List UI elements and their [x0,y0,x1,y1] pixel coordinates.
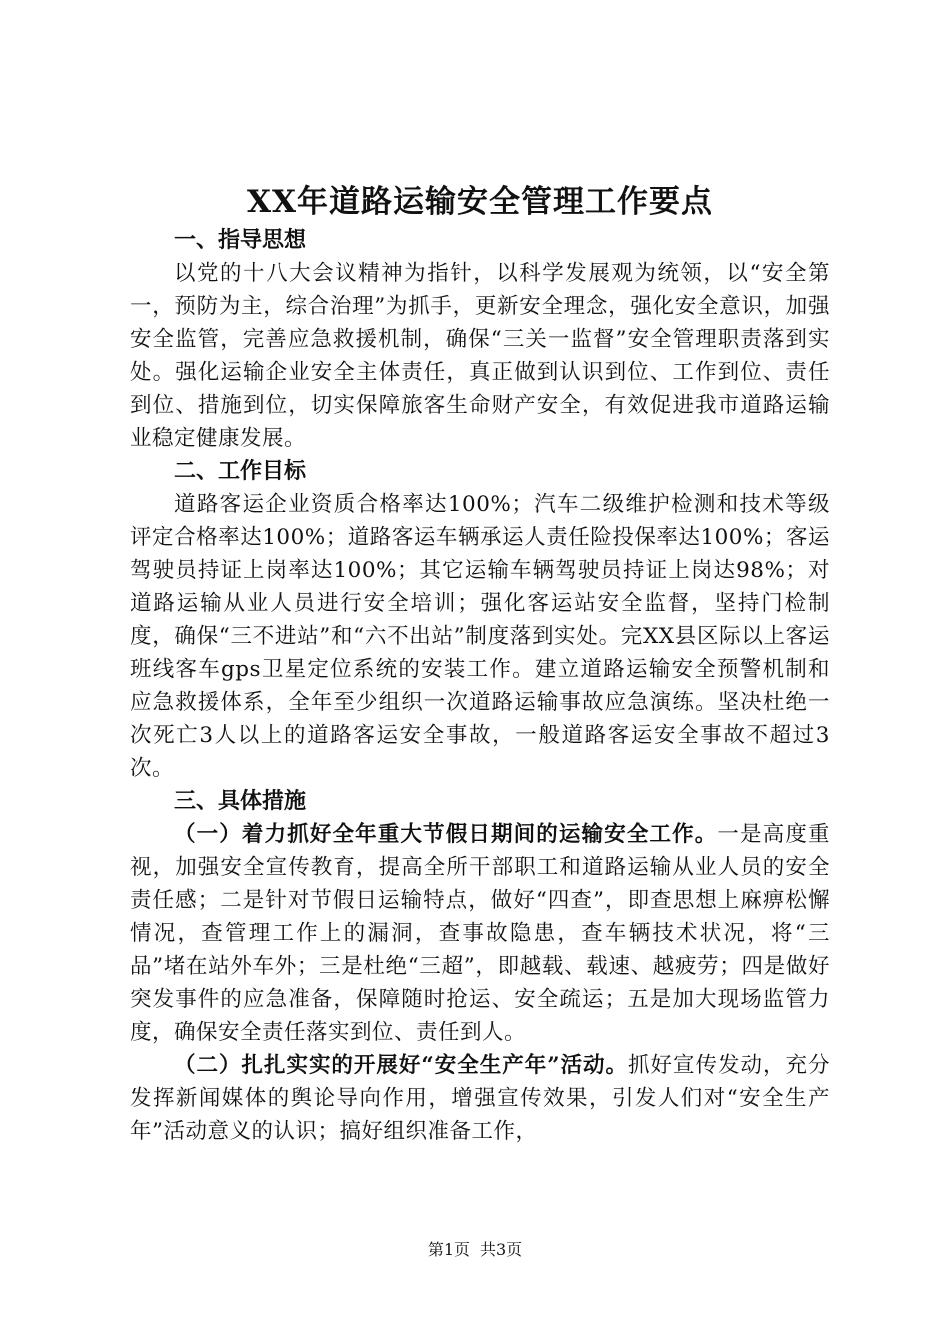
section-heading-specific-measures: 三、具体措施 [174,788,307,814]
measure-item-2 [130,1049,830,1148]
section-heading-work-goals: 二、工作目标 [174,458,307,484]
measure-item-1 [130,818,830,1049]
page-footer [0,1240,950,1260]
document-page [130,180,830,1148]
measure-item-2-heading: （二）扎扎实实的开展好“安全生产年”活动。 [174,1053,629,1078]
page-number-current: 第1页 [427,1240,470,1259]
page-number-total: 共3页 [480,1240,523,1259]
measure-item-2-body: 抓好宣传发动，充分发挥新闻媒体的舆论导向作用，增强宣传效果，引发人们对“安全生产年”活动意义的认识；搞好组织准备工作， [130,1053,830,1144]
measure-item-1-body: 一是高度重视，加强安全宣传教育，提高全所干部职工和道路运输从业人员的安全责任感；二是针对节假日运输特点，做好“四查”，即查思想上麻痹松懈情况，查管理工作上的漏洞，查事故隐患，查车辆技术状况，将“三品”堵在站外车外；三是杜绝“三超”，即越载、载速、越疲劳；四是做好突发事件的应急准备，保障随时抢运、安全疏运；五是加大现场监管力度，确保安全责任落实到位、责任到人。 [130,822,830,1045]
section-body-work-goals: 道路客运企业资质合格率达100%；汽车二级维护检测和技术等级评定合格率达100%；道路客运车辆承运人责任险投保率达100%；客运驾驶员持证上岗率达100%；其它运输车辆驾驶员持证上岗达98%；对道路运输从业人员进行安全培训；强化客运站安全监督，坚持门检制度，确保“三不进站”和“六不出站”制度落到实处。完XX县区际以上客运班线客车gps卫星定位系统的安装工作。建立道路运输安全预警机制和应急救援体系，全年至少组织一次道路运输事故应急演练。坚决杜绝一次死亡3人以上的道路客运安全事故，一般道路客运安全事故不超过3次。 [130,492,830,781]
document-title: XX年道路运输安全管理工作要点 [246,184,714,220]
section-heading-guiding-ideology: 一、指导思想 [174,227,307,253]
section-body-guiding-ideology: 以党的十八大会议精神为指针，以科学发展观为统领，以“安全第一，预防为主，综合治理”为抓手，更新安全理念，强化安全意识，加强安全监管，完善应急救援机制，确保“三关一监督”安全管理职责落到实处。强化运输企业安全主体责任，真正做到认识到位、工作到位、责任到位、措施到位，切实保障旅客生命财产安全，有效促进我市道路运输业稳定健康发展。 [130,261,830,451]
measure-item-1-heading: （一）着力抓好全年重大节假日期间的运输安全工作。 [174,822,718,847]
